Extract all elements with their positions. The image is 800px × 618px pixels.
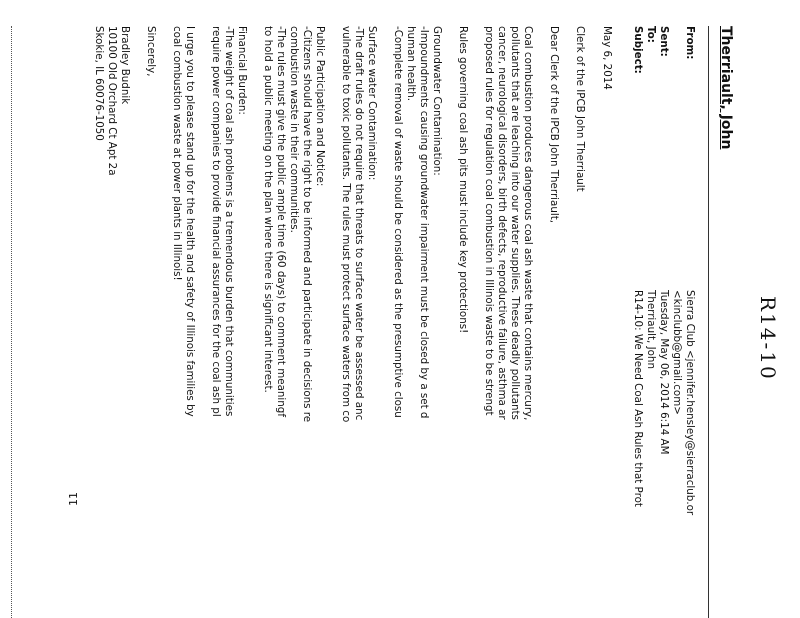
subject-label: Subject: [632,26,644,74]
intro-line: pollutants that are leaching into our water supplies. These deadly pollutants [509,26,521,420]
public-line: -The rules must give the public ample time (60 days) to comment meaningf [275,26,287,417]
signature-city: Skokie, IL 60076-1050 [93,26,105,141]
to-value: Therriault, John [645,290,657,369]
surface-water-line: -The draft rules do not require that threats to surface water be assessed anc [353,26,365,421]
public-line: combustion waste in their communities. [288,26,300,233]
sender-name: Therriault, John [718,26,734,150]
groundwater-line: -Impoundments causing groundwater impairment must be closed by a set d [418,26,430,419]
from-value: Sierra Club <jennifer.hensley@sierraclub.or [684,290,696,516]
signature-address: 10100 Old Orchard Ct Apt 2a [106,26,118,176]
subject-value: R14-10: We Need Coal Ash Rules that Prot [632,290,644,507]
letter-date: May 6, 2014 [601,26,613,90]
signature-name: Bradley Budnik [119,26,131,105]
intro-line: cancer, neurological disorders, birth defects, reproductive failure, asthma ar [496,26,508,420]
groundwater-line: human health. [405,26,417,102]
from-value-email: <kinclubb@gmail.com> [671,290,683,415]
docket-stamp: R14-10 [756,296,780,381]
surface-water-line: vulnerable to toxic pollutants. The rules must protect surface waters from co [340,26,352,423]
sent-value: Tuesday, May 06, 2014 6:14 AM [658,290,670,455]
key-protections-line: Rules governing coal ash pits must include key protections! [457,26,469,334]
signoff: Sincerely, [145,26,157,77]
public-line: to hold a public meeting on the plan where there is significant interest. [262,26,274,393]
closing-line: coal combustion waste at power plants in Illinois! [171,26,183,281]
letter-recipient: Clerk of the IPCB John Therriault [574,26,586,192]
closing-line: I urge you to please stand up for the health and safety of Illinois families by [184,26,196,417]
from-label: From: [684,26,696,60]
financial-line: require power companies to provide financial assurances for the coal ash pl [210,26,222,417]
scan-edge-dots [11,26,12,618]
header-rule [708,26,709,618]
groundwater-line: -Complete removal of waste should be considered as the presumptive closu [392,26,404,418]
financial-line: -The weight of coal ash problems is a tremendous burden that communities [223,26,235,417]
salutation: Dear Clerk of the IPCB John Therriault, [548,26,560,224]
public-line: -Citizens should have the right to be informed and participate in decisions re [301,26,313,423]
to-label: To: [645,26,657,43]
sent-label: Sent: [658,26,670,57]
intro-line: Coal combustion produces dangerous coal ash waste that contains mercury, [522,26,534,421]
surface-water-heading: Surface water Contamination: [366,26,378,181]
financial-heading: Financial Burden: [236,26,248,115]
page-number: 11 [67,492,80,506]
groundwater-heading: Groundwater Contamination: [431,26,443,176]
public-heading: Public Participation and Notice: [314,26,326,187]
intro-line: proposed rules for regulation coal combustion in Illinois waste to be strengt [483,26,495,416]
letter-body [92,26,560,422]
